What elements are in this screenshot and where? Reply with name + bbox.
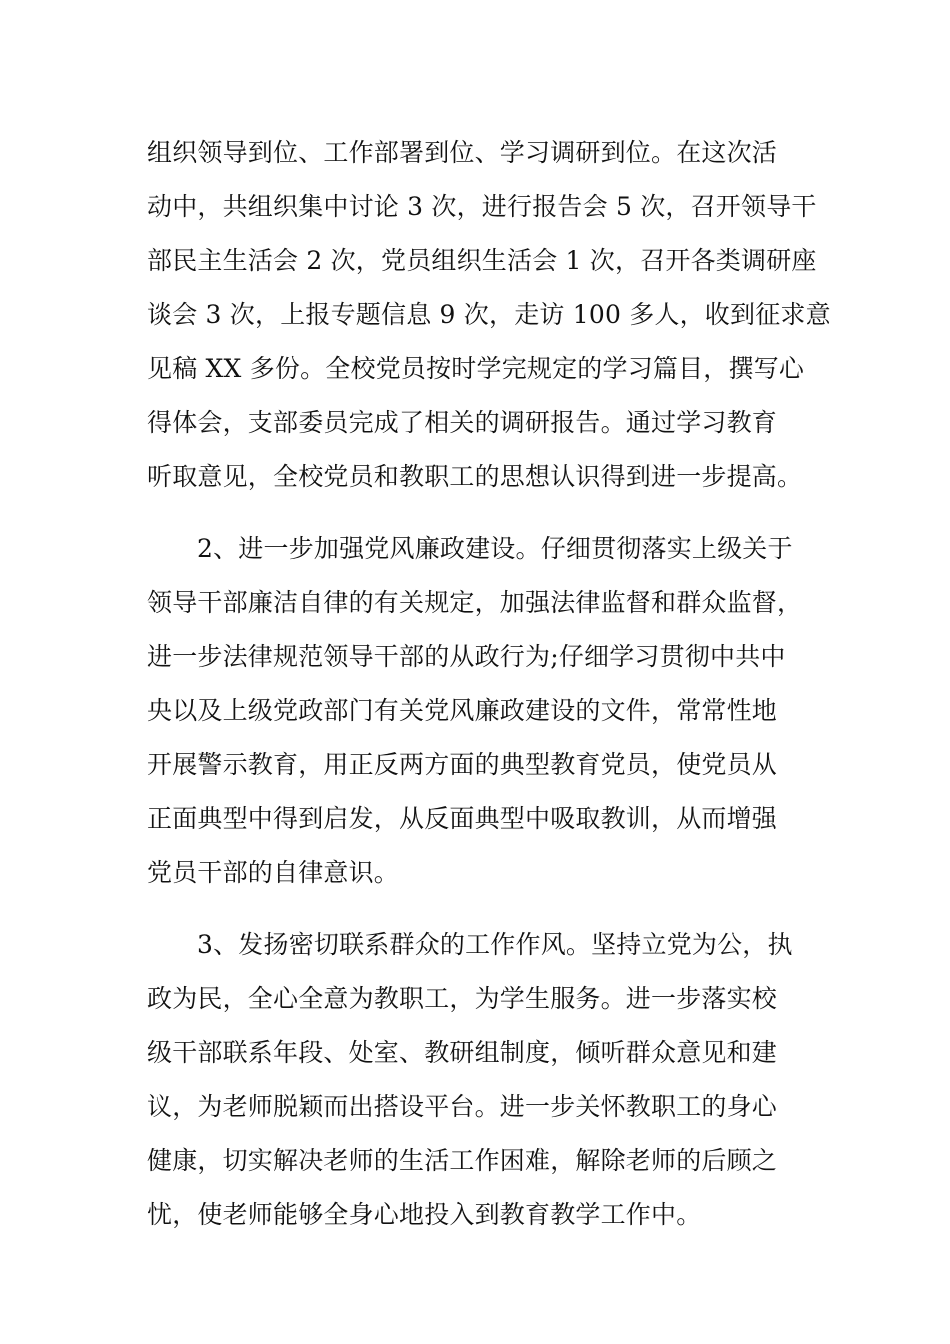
paragraph-first-line: 2、进一步加强党风廉政建设。仔细贯彻落实上级关于 [197, 534, 793, 563]
paragraph-line: 听取意见，全校党员和教职工的思想认识得到进一步提高。 [147, 462, 803, 491]
paragraph-line: 党员干部的自律意识。 [147, 858, 400, 887]
paragraph-line: 进一步法律规范领导干部的从政行为;仔细学习贯彻中共中 [147, 642, 786, 671]
paragraph-line: 忧，使老师能够全身心地投入到教育教学工作中。 [147, 1200, 702, 1229]
paragraph-first-line: 3、发扬密切联系群众的工作作风。坚持立党为公，执 [197, 930, 793, 959]
paragraph-line: 健康，切实解决老师的生活工作困难，解除老师的后顾之 [147, 1146, 778, 1175]
paragraph-line: 正面典型中得到启发，从反面典型中吸取教训，从而增强 [147, 804, 778, 833]
paragraph-line: 见稿 XX 多份。全校党员按时学完规定的学习篇目，撰写心 [147, 354, 805, 383]
paragraph-line: 政为民，全心全意为教职工，为学生服务。进一步落实校 [147, 984, 778, 1013]
paragraph-line: 组织领导到位、工作部署到位、学习调研到位。在这次活 [147, 138, 778, 167]
paragraph-line: 级干部联系年段、处室、教研组制度，倾听群众意见和建 [147, 1038, 778, 1067]
paragraph-line: 谈会 3 次，上报专题信息 9 次，走访 100 多人，收到征求意 [147, 300, 831, 329]
paragraph-line: 得体会，支部委员完成了相关的调研报告。通过学习教育 [147, 408, 778, 437]
paragraph-2 [147, 522, 807, 900]
paragraph-line: 议，为老师脱颖而出搭设平台。进一步关怀教职工的身心 [147, 1092, 778, 1121]
paragraph-line: 央以及上级党政部门有关党风廉政建设的文件，常常性地 [147, 696, 778, 725]
paragraph-line: 动中，共组织集中讨论 3 次，进行报告会 5 次，召开领导干 [147, 192, 817, 221]
paragraph-1 [147, 126, 831, 504]
paragraph-line: 领导干部廉洁自律的有关规定，加强法律监督和群众监督， [147, 588, 803, 617]
paragraph-line: 部民主生活会 2 次，党员组织生活会 1 次，召开各类调研座 [147, 246, 817, 275]
paragraph-3 [147, 918, 807, 1242]
paragraph-line: 开展警示教育，用正反两方面的典型教育党员，使党员从 [147, 750, 778, 779]
